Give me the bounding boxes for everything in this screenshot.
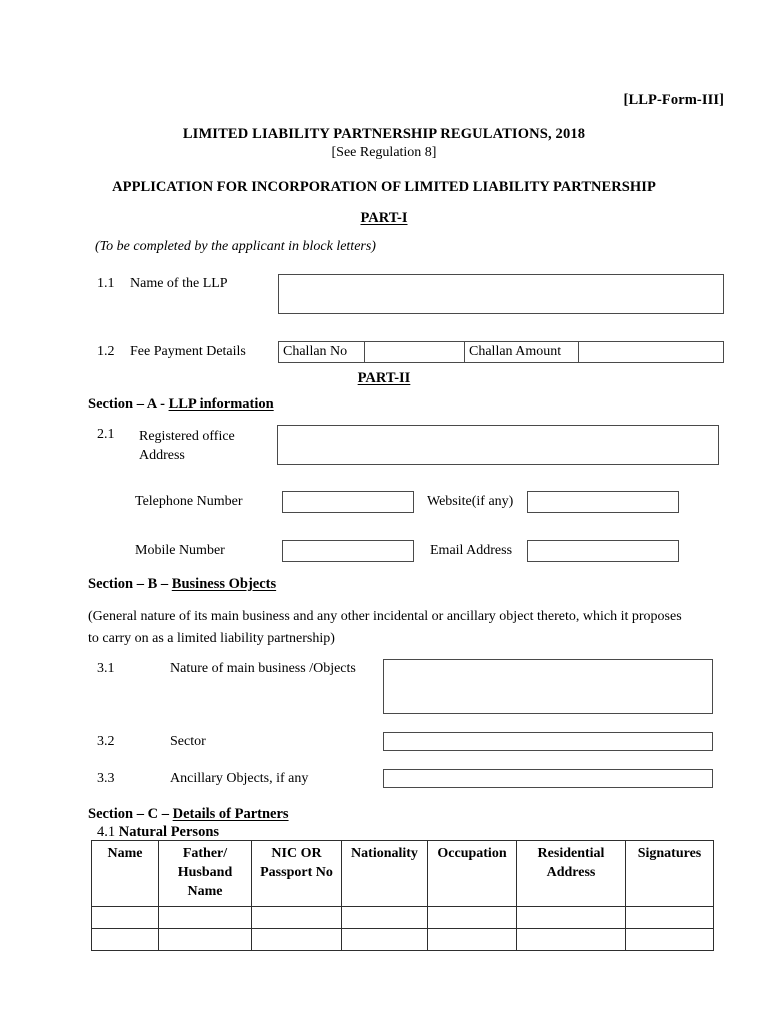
fee-payment-row — [278, 341, 724, 363]
cell-occupation[interactable] — [428, 907, 517, 929]
natural-persons-title: Natural Persons — [118, 824, 220, 840]
section-c-prefix: Section – C – — [88, 806, 173, 822]
registered-office-address-input[interactable] — [277, 425, 719, 465]
challan-no-label: Challan No — [279, 342, 365, 362]
challan-amount-input[interactable] — [579, 342, 723, 362]
cell-father-husband-name[interactable] — [159, 907, 252, 929]
section-a-prefix: Section – A - — [88, 396, 169, 412]
nature-of-main-business-input[interactable] — [383, 659, 713, 714]
table-header-row — [92, 841, 714, 907]
cell-nic-or-passport-no[interactable] — [252, 907, 342, 929]
column-header-nic-or-passport-no: NIC OR Passport No — [252, 841, 342, 907]
cell-residential-address[interactable] — [517, 907, 626, 929]
section-a-title: LLP information — [168, 396, 274, 412]
natural-persons-number: 4.1 — [97, 824, 119, 840]
email-address-input[interactable] — [527, 540, 679, 562]
cell-father-husband-name[interactable] — [159, 929, 252, 951]
section-c-heading — [88, 806, 289, 823]
llp-name-input[interactable] — [278, 274, 724, 314]
field-3-2-number: 3.2 — [97, 734, 115, 749]
telephone-number-label: Telephone Number — [135, 494, 243, 509]
email-address-label: Email Address — [430, 543, 513, 558]
field-2-1-number: 2.1 — [97, 427, 115, 442]
part-i-heading — [0, 210, 768, 227]
cell-nationality[interactable] — [342, 907, 428, 929]
form-code-label: [LLP-Form-III] — [623, 92, 724, 108]
part-ii-heading-text: PART-II — [357, 370, 411, 386]
cell-signatures[interactable] — [626, 907, 714, 929]
column-header-occupation: Occupation — [428, 841, 517, 907]
see-regulation-label: [See Regulation 8] — [331, 145, 437, 160]
natural-persons-table — [91, 840, 714, 951]
section-a-heading — [88, 396, 274, 413]
website-input[interactable] — [527, 491, 679, 513]
mobile-number-label: Mobile Number — [135, 543, 225, 558]
application-title: APPLICATION FOR INCORPORATION OF LIMITED LIABILITY PARTNERSHIP — [112, 179, 656, 195]
cell-name[interactable] — [92, 929, 159, 951]
cell-nic-or-passport-no[interactable] — [252, 929, 342, 951]
cell-nationality[interactable] — [342, 929, 428, 951]
field-3-3-label: Ancillary Objects, if any — [170, 771, 309, 786]
natural-persons-subheading — [97, 824, 219, 841]
field-2-1-label: Registered office Address — [139, 429, 235, 463]
field-1-2-label: Fee Payment Details — [130, 344, 246, 359]
cell-residential-address[interactable] — [517, 929, 626, 951]
column-header-name: Name — [92, 841, 159, 907]
cell-name[interactable] — [92, 907, 159, 929]
column-header-signatures: Signatures — [626, 841, 714, 907]
field-3-3-number: 3.3 — [97, 771, 115, 786]
table-row — [92, 929, 714, 951]
part-ii-heading — [0, 370, 768, 387]
section-c-title: Details of Partners — [172, 806, 289, 822]
section-b-prefix: Section – B – — [88, 576, 172, 592]
business-objects-note: (General nature of its main business and any other incidental or ancillary object thereto, which it proposes to carry on as a limited liability partnership) — [88, 609, 682, 646]
mobile-number-input[interactable] — [282, 540, 414, 562]
field-1-1-label: Name of the LLP — [130, 276, 228, 291]
column-header-father-husband-name: Father/ Husband Name — [159, 841, 252, 907]
field-3-1-label: Nature of main business /Objects — [170, 661, 356, 676]
table-body — [92, 907, 714, 951]
telephone-number-input[interactable] — [282, 491, 414, 513]
table-row — [92, 907, 714, 929]
challan-no-input[interactable] — [365, 342, 465, 362]
field-1-2-number: 1.2 — [97, 344, 115, 359]
cell-occupation[interactable] — [428, 929, 517, 951]
field-1-1-number: 1.1 — [97, 276, 115, 291]
challan-amount-label: Challan Amount — [465, 342, 579, 362]
field-3-1-number: 3.1 — [97, 661, 115, 676]
website-label: Website(if any) — [427, 494, 514, 509]
block-letters-instruction: (To be completed by the applicant in block letters) — [95, 239, 376, 254]
column-header-nationality: Nationality — [342, 841, 428, 907]
part-i-heading-text: PART-I — [360, 210, 408, 226]
cell-signatures[interactable] — [626, 929, 714, 951]
regulations-title: LIMITED LIABILITY PARTNERSHIP REGULATIONS, 2018 — [182, 126, 586, 142]
ancillary-objects-input[interactable] — [383, 769, 713, 788]
field-3-2-label: Sector — [170, 734, 206, 749]
column-header-residential-address: Residential Address — [517, 841, 626, 907]
section-b-heading — [88, 576, 276, 593]
sector-input[interactable] — [383, 732, 713, 751]
section-b-title: Business Objects — [171, 576, 277, 592]
